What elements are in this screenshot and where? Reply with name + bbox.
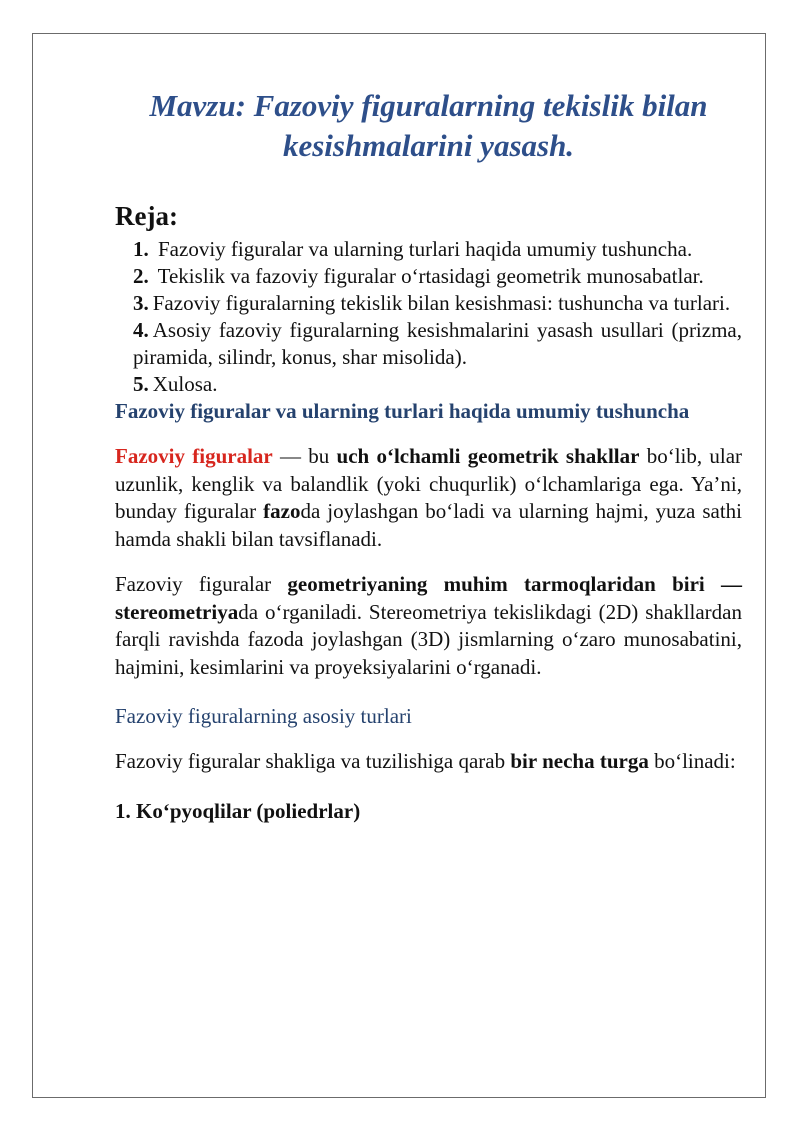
plan-item-number: 1.: [133, 237, 149, 261]
subsection-heading: Fazoviy figuralarning asosiy turlari: [115, 704, 412, 728]
plan-heading: Reja:: [115, 201, 178, 231]
list-heading-polyhedra: 1. Ko‘pyoqlilar (poliedrlar): [115, 798, 361, 823]
plan-item-text: Xulosa.: [152, 372, 218, 396]
text-run: bo‘linadi:: [648, 749, 736, 773]
plan-list: [133, 236, 742, 398]
term-highlight: Fazoviy figuralar: [115, 444, 273, 468]
document-content: [115, 86, 742, 825]
plan-item-text: Fazoviy figuralar va ularning turlari haqida umumiy tushuncha.: [158, 237, 693, 261]
text-run: — bu: [272, 444, 337, 468]
paragraph-types: [115, 748, 742, 776]
bold-run: geometriyaning muhim tarmoqlaridan biri — stereometriya: [115, 572, 742, 624]
document-title: Mavzu: Fazoviy figuralarning tekislik bilan kesishmalarini yasash.: [149, 88, 708, 163]
text-run: da joylashgan bo‘ladi va ularning hajmi, yuza sathi hamda shakli bilan tavsiflanadi.: [115, 499, 742, 551]
plan-item-number: 5.: [133, 372, 149, 396]
section-heading: Fazoviy figuralar va ularning turlari haqida umumiy tushuncha: [115, 399, 690, 423]
text-run: Fazoviy figuralar shakliga va tuzilishiga qarab: [115, 749, 511, 773]
plan-item-number: 3.: [133, 291, 149, 315]
bold-run: bir necha turga: [510, 749, 649, 773]
plan-item-number: 4.: [133, 318, 149, 342]
plan-item: [133, 371, 742, 398]
bold-run: uch o‘lchamli geometrik shakllar: [336, 444, 640, 468]
plan-item: [133, 317, 742, 371]
text-run: da o‘rganiladi. Stereometriya tekislikdagi (2D) shakllardan farqli ravishda fazoda joylashgan (3D) jismlarning o‘zaro munosabatini, hajmini, kesimlarini va proyeksiyalarini o‘rganadi.: [115, 599, 742, 679]
plan-item-text: Tekislik va fazoviy figuralar o‘rtasidagi geometrik munosabatlar.: [157, 264, 704, 288]
text-run: Fazoviy figuralar: [115, 572, 288, 596]
text-run: bo‘lib, ular uzunlik, kenglik va balandlik (yoki chuqurlik) o‘lchamlariga ega. Ya’ni, bunday figuralar: [115, 444, 743, 523]
paragraph-definition: [115, 443, 742, 553]
paragraph-stereometry: [115, 571, 742, 681]
plan-item: [133, 263, 742, 290]
bold-run: fazo: [263, 499, 301, 523]
plan-item-number: 2.: [133, 264, 149, 288]
plan-item-text: Fazoviy figuralarning tekislik bilan kesishmasi: tushuncha va turlari.: [152, 291, 731, 315]
plan-item: [133, 236, 742, 263]
plan-item: [133, 290, 742, 317]
plan-item-text: Asosiy fazoviy figuralarning kesishmalarini yasash usullari (prizma, piramida, silindr, konus, shar misolida).: [133, 318, 742, 369]
